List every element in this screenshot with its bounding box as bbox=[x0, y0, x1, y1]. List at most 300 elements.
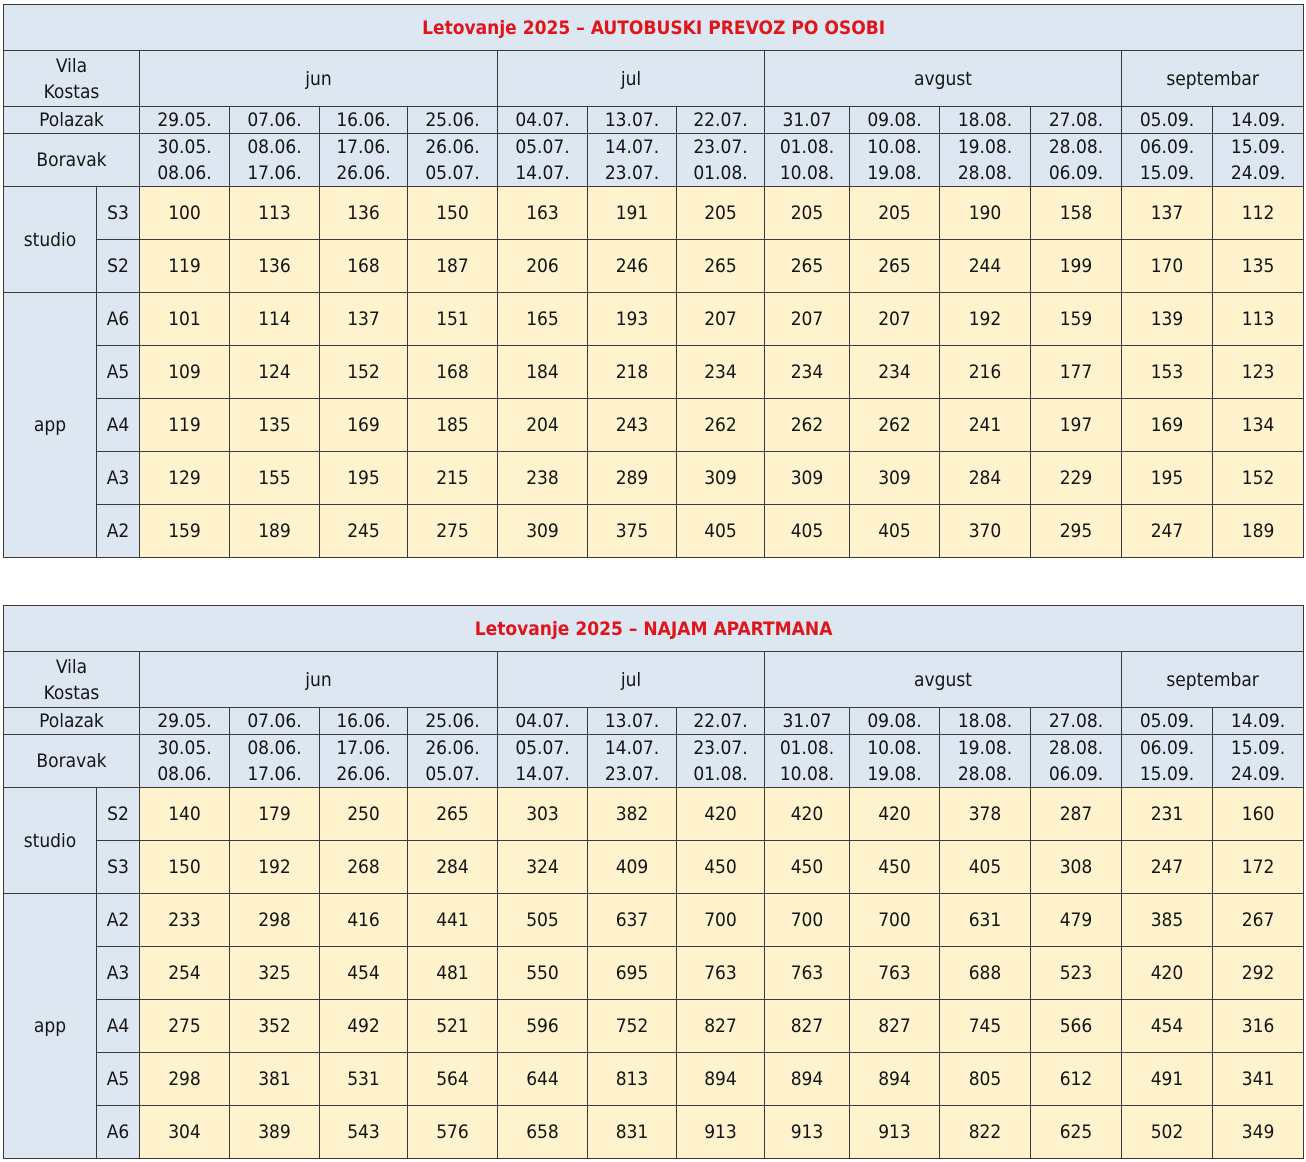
price-cell: 389 bbox=[230, 1106, 320, 1159]
price-cell: 160 bbox=[1213, 788, 1304, 841]
price-cell: 159 bbox=[1031, 293, 1122, 346]
stay-date: 17.06. bbox=[336, 737, 391, 759]
price-cell: 189 bbox=[1213, 505, 1304, 558]
stay-date: 01.08. bbox=[779, 136, 835, 158]
departure-date: 16.06. bbox=[320, 708, 408, 735]
table-row bbox=[4, 452, 1304, 505]
stay-period bbox=[498, 134, 588, 187]
price-cell: 205 bbox=[850, 187, 940, 240]
departure-date: 13.07. bbox=[588, 107, 677, 134]
departure-date: 31.07 bbox=[765, 107, 850, 134]
price-cell: 284 bbox=[408, 841, 498, 894]
table-row bbox=[4, 1053, 1304, 1106]
price-cell: 450 bbox=[677, 841, 765, 894]
price-cell: 420 bbox=[850, 788, 940, 841]
price-cell: 658 bbox=[498, 1106, 588, 1159]
price-cell: 268 bbox=[320, 841, 408, 894]
price-cell: 152 bbox=[320, 346, 408, 399]
departure-date: 29.05. bbox=[140, 708, 230, 735]
price-cell: 168 bbox=[408, 346, 498, 399]
price-cell: 492 bbox=[320, 1000, 408, 1053]
stay-period bbox=[1213, 134, 1304, 187]
departure-date: 31.07 bbox=[765, 708, 850, 735]
boravak-label: Boravak bbox=[4, 134, 140, 187]
stay-period bbox=[320, 735, 408, 788]
price-cell: 151 bbox=[408, 293, 498, 346]
stay-period bbox=[850, 134, 940, 187]
unit-code: A4 bbox=[97, 399, 140, 452]
departure-date: 16.06. bbox=[320, 107, 408, 134]
price-cell: 246 bbox=[588, 240, 677, 293]
price-cell: 298 bbox=[140, 1053, 230, 1106]
stay-date: 10.08. bbox=[779, 763, 835, 785]
price-cell: 165 bbox=[498, 293, 588, 346]
price-cell: 700 bbox=[850, 894, 940, 947]
price-cell: 805 bbox=[940, 1053, 1031, 1106]
price-cell: 382 bbox=[588, 788, 677, 841]
price-cell: 229 bbox=[1031, 452, 1122, 505]
stay-period bbox=[940, 134, 1031, 187]
price-cell: 292 bbox=[1213, 947, 1304, 1000]
price-cell: 913 bbox=[677, 1106, 765, 1159]
price-cell: 267 bbox=[1213, 894, 1304, 947]
table-row bbox=[4, 1106, 1304, 1159]
departure-date: 25.06. bbox=[408, 107, 498, 134]
departure-date: 09.08. bbox=[850, 708, 940, 735]
stay-date: 08.06. bbox=[247, 136, 302, 158]
price-cell: 129 bbox=[140, 452, 230, 505]
departure-date: 14.09. bbox=[1213, 708, 1304, 735]
stay-period bbox=[588, 735, 677, 788]
stay-date: 24.09. bbox=[1230, 763, 1286, 785]
price-cell: 378 bbox=[940, 788, 1031, 841]
price-cell: 204 bbox=[498, 399, 588, 452]
price-cell: 763 bbox=[765, 947, 850, 1000]
price-cell: 179 bbox=[230, 788, 320, 841]
hotel-name-line: Vila bbox=[55, 54, 88, 77]
price-cell: 152 bbox=[1213, 452, 1304, 505]
price-cell: 822 bbox=[940, 1106, 1031, 1159]
price-cell: 275 bbox=[408, 505, 498, 558]
price-cell: 289 bbox=[588, 452, 677, 505]
table-title: Letovanje 2025 – NAJAM APARTMANA bbox=[4, 606, 1304, 652]
price-cell: 205 bbox=[677, 187, 765, 240]
price-cell: 625 bbox=[1031, 1106, 1122, 1159]
price-cell: 205 bbox=[765, 187, 850, 240]
price-cell: 168 bbox=[320, 240, 408, 293]
price-cell: 700 bbox=[677, 894, 765, 947]
stay-date: 10.08. bbox=[867, 737, 922, 759]
stay-date: 28.08. bbox=[1048, 737, 1104, 759]
table-row bbox=[4, 947, 1304, 1000]
price-cell: 193 bbox=[588, 293, 677, 346]
price-cell: 481 bbox=[408, 947, 498, 1000]
stay-date: 14.07. bbox=[515, 162, 570, 184]
price-cell: 349 bbox=[1213, 1106, 1304, 1159]
price-cell: 231 bbox=[1122, 788, 1213, 841]
price-cell: 153 bbox=[1122, 346, 1213, 399]
departure-date: 14.09. bbox=[1213, 107, 1304, 134]
stay-date: 08.06. bbox=[247, 737, 302, 759]
price-cell: 381 bbox=[230, 1053, 320, 1106]
stay-date: 01.08. bbox=[779, 737, 835, 759]
price-cell: 216 bbox=[940, 346, 1031, 399]
price-cell: 265 bbox=[677, 240, 765, 293]
departure-date: 25.06. bbox=[408, 708, 498, 735]
price-cell: 135 bbox=[1213, 240, 1304, 293]
stay-date: 14.07. bbox=[515, 763, 570, 785]
stay-date: 15.09. bbox=[1230, 737, 1286, 759]
price-cell: 199 bbox=[1031, 240, 1122, 293]
price-cell: 170 bbox=[1122, 240, 1213, 293]
price-cell: 479 bbox=[1031, 894, 1122, 947]
month-header: jul bbox=[498, 51, 765, 107]
room-type-label: studio bbox=[4, 788, 97, 894]
price-cell: 450 bbox=[850, 841, 940, 894]
table-row bbox=[4, 505, 1304, 558]
price-cell: 894 bbox=[850, 1053, 940, 1106]
price-cell: 894 bbox=[765, 1053, 850, 1106]
departure-date: 07.06. bbox=[230, 708, 320, 735]
price-cell: 207 bbox=[677, 293, 765, 346]
price-cell: 309 bbox=[677, 452, 765, 505]
stay-period bbox=[1122, 134, 1213, 187]
stay-period bbox=[140, 134, 230, 187]
stay-date: 05.07. bbox=[425, 763, 480, 785]
price-cell: 831 bbox=[588, 1106, 677, 1159]
stay-date: 28.08. bbox=[957, 162, 1013, 184]
price-cell: 159 bbox=[140, 505, 230, 558]
hotel-name-line: Vila bbox=[55, 655, 88, 678]
stay-period bbox=[677, 134, 765, 187]
stay-date: 06.09. bbox=[1048, 763, 1104, 785]
price-cell: 265 bbox=[408, 788, 498, 841]
stay-date: 15.09. bbox=[1139, 763, 1195, 785]
departure-date: 07.06. bbox=[230, 107, 320, 134]
stay-date: 30.05. bbox=[157, 136, 212, 158]
room-type-label: app bbox=[4, 894, 97, 1159]
price-cell: 191 bbox=[588, 187, 677, 240]
price-cell: 644 bbox=[498, 1053, 588, 1106]
table-row bbox=[4, 841, 1304, 894]
price-cell: 262 bbox=[677, 399, 765, 452]
price-cell: 137 bbox=[320, 293, 408, 346]
price-cell: 564 bbox=[408, 1053, 498, 1106]
stay-date: 26.06. bbox=[336, 763, 391, 785]
price-cell: 521 bbox=[408, 1000, 498, 1053]
price-cell: 207 bbox=[765, 293, 850, 346]
price-cell: 370 bbox=[940, 505, 1031, 558]
price-cell: 275 bbox=[140, 1000, 230, 1053]
price-cell: 155 bbox=[230, 452, 320, 505]
month-header: avgust bbox=[765, 51, 1122, 107]
stay-period bbox=[1213, 735, 1304, 788]
price-cell: 124 bbox=[230, 346, 320, 399]
price-cell: 218 bbox=[588, 346, 677, 399]
polazak-label: Polazak bbox=[4, 107, 140, 134]
price-cell: 631 bbox=[940, 894, 1031, 947]
price-cell: 150 bbox=[408, 187, 498, 240]
price-cell: 287 bbox=[1031, 788, 1122, 841]
stay-date: 30.05. bbox=[157, 737, 212, 759]
price-cell: 316 bbox=[1213, 1000, 1304, 1053]
departure-date: 05.09. bbox=[1122, 708, 1213, 735]
departure-date: 22.07. bbox=[677, 107, 765, 134]
stay-date: 28.08. bbox=[1048, 136, 1104, 158]
unit-code: A4 bbox=[97, 1000, 140, 1053]
stay-date: 17.06. bbox=[247, 162, 302, 184]
price-cell: 502 bbox=[1122, 1106, 1213, 1159]
price-cell: 262 bbox=[850, 399, 940, 452]
price-cell: 341 bbox=[1213, 1053, 1304, 1106]
stay-date: 19.08. bbox=[867, 763, 922, 785]
hotel-name bbox=[4, 652, 140, 708]
polazak-label: Polazak bbox=[4, 708, 140, 735]
price-cell: 190 bbox=[940, 187, 1031, 240]
stay-date: 19.08. bbox=[957, 136, 1013, 158]
stay-date: 10.08. bbox=[779, 162, 835, 184]
departure-date: 22.07. bbox=[677, 708, 765, 735]
price-cell: 189 bbox=[230, 505, 320, 558]
table-row bbox=[4, 293, 1304, 346]
stay-period bbox=[588, 134, 677, 187]
stay-period bbox=[765, 735, 850, 788]
price-cell: 172 bbox=[1213, 841, 1304, 894]
stay-period bbox=[140, 735, 230, 788]
price-cell: 243 bbox=[588, 399, 677, 452]
departure-date: 05.09. bbox=[1122, 107, 1213, 134]
price-cell: 177 bbox=[1031, 346, 1122, 399]
price-cell: 304 bbox=[140, 1106, 230, 1159]
stay-date: 06.09. bbox=[1139, 737, 1195, 759]
departure-date: 27.08. bbox=[1031, 708, 1122, 735]
stay-period bbox=[408, 735, 498, 788]
stay-date: 14.07. bbox=[604, 136, 660, 158]
price-cell: 612 bbox=[1031, 1053, 1122, 1106]
price-cell: 543 bbox=[320, 1106, 408, 1159]
price-cell: 827 bbox=[850, 1000, 940, 1053]
stay-date: 10.08. bbox=[867, 136, 922, 158]
stay-date: 23.07. bbox=[693, 136, 748, 158]
price-cell: 244 bbox=[940, 240, 1031, 293]
stay-date: 26.06. bbox=[336, 162, 391, 184]
room-type-label: studio bbox=[4, 187, 97, 293]
price-cell: 265 bbox=[850, 240, 940, 293]
price-cell: 215 bbox=[408, 452, 498, 505]
price-cell: 375 bbox=[588, 505, 677, 558]
stay-date: 17.06. bbox=[247, 763, 302, 785]
price-cell: 913 bbox=[765, 1106, 850, 1159]
unit-code: A5 bbox=[97, 1053, 140, 1106]
price-cell: 100 bbox=[140, 187, 230, 240]
month-header: avgust bbox=[765, 652, 1122, 708]
price-cell: 827 bbox=[765, 1000, 850, 1053]
price-cell: 827 bbox=[677, 1000, 765, 1053]
hotel-name-line: Kostas bbox=[43, 80, 100, 103]
stay-period bbox=[1031, 134, 1122, 187]
unit-code: A2 bbox=[97, 505, 140, 558]
price-cell: 596 bbox=[498, 1000, 588, 1053]
price-cell: 136 bbox=[230, 240, 320, 293]
price-cell: 134 bbox=[1213, 399, 1304, 452]
stay-period bbox=[1122, 735, 1213, 788]
month-header: jun bbox=[140, 652, 498, 708]
price-cell: 695 bbox=[588, 947, 677, 1000]
price-cell: 763 bbox=[850, 947, 940, 1000]
table-title: Letovanje 2025 – AUTOBUSKI PREVOZ PO OSOBI bbox=[4, 5, 1304, 51]
price-cell: 234 bbox=[677, 346, 765, 399]
price-cell: 894 bbox=[677, 1053, 765, 1106]
month-header: jul bbox=[498, 652, 765, 708]
unit-code: A2 bbox=[97, 894, 140, 947]
price-cell: 158 bbox=[1031, 187, 1122, 240]
unit-code: S3 bbox=[97, 841, 140, 894]
price-cell: 284 bbox=[940, 452, 1031, 505]
price-cell: 550 bbox=[498, 947, 588, 1000]
table-row bbox=[4, 187, 1304, 240]
price-cell: 233 bbox=[140, 894, 230, 947]
price-cell: 185 bbox=[408, 399, 498, 452]
stay-date: 23.07. bbox=[604, 763, 660, 785]
price-cell: 135 bbox=[230, 399, 320, 452]
price-cell: 234 bbox=[850, 346, 940, 399]
departure-date: 18.08. bbox=[940, 708, 1031, 735]
departure-date: 13.07. bbox=[588, 708, 677, 735]
room-type-label: app bbox=[4, 293, 97, 558]
price-cell: 309 bbox=[850, 452, 940, 505]
price-cell: 241 bbox=[940, 399, 1031, 452]
price-cell: 192 bbox=[230, 841, 320, 894]
table-row bbox=[4, 1000, 1304, 1053]
price-cell: 420 bbox=[1122, 947, 1213, 1000]
month-header: jun bbox=[140, 51, 498, 107]
departure-date: 29.05. bbox=[140, 107, 230, 134]
price-cell: 197 bbox=[1031, 399, 1122, 452]
unit-code: A3 bbox=[97, 947, 140, 1000]
unit-code: A3 bbox=[97, 452, 140, 505]
price-cell: 169 bbox=[320, 399, 408, 452]
price-cell: 405 bbox=[765, 505, 850, 558]
price-cell: 324 bbox=[498, 841, 588, 894]
price-cell: 139 bbox=[1122, 293, 1213, 346]
price-cell: 688 bbox=[940, 947, 1031, 1000]
stay-period bbox=[940, 735, 1031, 788]
table-row bbox=[4, 894, 1304, 947]
departure-date: 04.07. bbox=[498, 107, 588, 134]
stay-date: 26.06. bbox=[425, 136, 480, 158]
stay-period bbox=[765, 134, 850, 187]
price-cell: 247 bbox=[1122, 841, 1213, 894]
price-cell: 234 bbox=[765, 346, 850, 399]
price-cell: 409 bbox=[588, 841, 677, 894]
stay-date: 06.09. bbox=[1048, 162, 1104, 184]
hotel-name bbox=[4, 51, 140, 107]
table-row bbox=[4, 788, 1304, 841]
price-cell: 454 bbox=[1122, 1000, 1213, 1053]
price-cell: 195 bbox=[1122, 452, 1213, 505]
price-cell: 352 bbox=[230, 1000, 320, 1053]
price-cell: 136 bbox=[320, 187, 408, 240]
unit-code: A6 bbox=[97, 1106, 140, 1159]
price-cell: 450 bbox=[765, 841, 850, 894]
price-cell: 405 bbox=[850, 505, 940, 558]
price-cell: 295 bbox=[1031, 505, 1122, 558]
price-cell: 109 bbox=[140, 346, 230, 399]
stay-date: 01.08. bbox=[693, 162, 748, 184]
price-cell: 309 bbox=[765, 452, 850, 505]
stay-period bbox=[230, 134, 320, 187]
price-cell: 813 bbox=[588, 1053, 677, 1106]
price-cell: 245 bbox=[320, 505, 408, 558]
price-cell: 505 bbox=[498, 894, 588, 947]
price-cell: 303 bbox=[498, 788, 588, 841]
stay-date: 08.06. bbox=[157, 763, 212, 785]
stay-period bbox=[850, 735, 940, 788]
unit-code: A5 bbox=[97, 346, 140, 399]
price-cell: 298 bbox=[230, 894, 320, 947]
price-cell: 523 bbox=[1031, 947, 1122, 1000]
unit-code: S2 bbox=[97, 240, 140, 293]
price-cell: 187 bbox=[408, 240, 498, 293]
unit-code: S3 bbox=[97, 187, 140, 240]
price-cell: 308 bbox=[1031, 841, 1122, 894]
price-cell: 752 bbox=[588, 1000, 677, 1053]
price-cell: 150 bbox=[140, 841, 230, 894]
departure-date: 18.08. bbox=[940, 107, 1031, 134]
stay-period bbox=[677, 735, 765, 788]
stay-date: 14.07. bbox=[604, 737, 660, 759]
stay-date: 26.06. bbox=[425, 737, 480, 759]
price-table-transport bbox=[3, 4, 1304, 558]
stay-date: 15.09. bbox=[1139, 162, 1195, 184]
stay-date: 17.06. bbox=[336, 136, 391, 158]
stay-date: 05.07. bbox=[515, 737, 570, 759]
stay-date: 28.08. bbox=[957, 763, 1013, 785]
stay-date: 06.09. bbox=[1139, 136, 1195, 158]
price-cell: 265 bbox=[765, 240, 850, 293]
stay-date: 05.07. bbox=[425, 162, 480, 184]
price-cell: 247 bbox=[1122, 505, 1213, 558]
price-cell: 416 bbox=[320, 894, 408, 947]
price-cell: 207 bbox=[850, 293, 940, 346]
price-cell: 325 bbox=[230, 947, 320, 1000]
departure-date: 04.07. bbox=[498, 708, 588, 735]
price-cell: 113 bbox=[230, 187, 320, 240]
price-cell: 405 bbox=[940, 841, 1031, 894]
price-cell: 420 bbox=[677, 788, 765, 841]
price-cell: 137 bbox=[1122, 187, 1213, 240]
price-cell: 913 bbox=[850, 1106, 940, 1159]
price-cell: 385 bbox=[1122, 894, 1213, 947]
stay-date: 23.07. bbox=[604, 162, 660, 184]
price-cell: 420 bbox=[765, 788, 850, 841]
departure-date: 27.08. bbox=[1031, 107, 1122, 134]
price-cell: 745 bbox=[940, 1000, 1031, 1053]
hotel-name-line: Kostas bbox=[43, 681, 100, 704]
price-cell: 184 bbox=[498, 346, 588, 399]
price-cell: 576 bbox=[408, 1106, 498, 1159]
price-cell: 441 bbox=[408, 894, 498, 947]
price-cell: 763 bbox=[677, 947, 765, 1000]
price-cell: 238 bbox=[498, 452, 588, 505]
price-cell: 206 bbox=[498, 240, 588, 293]
boravak-label: Boravak bbox=[4, 735, 140, 788]
unit-code: A6 bbox=[97, 293, 140, 346]
price-cell: 112 bbox=[1213, 187, 1304, 240]
price-cell: 169 bbox=[1122, 399, 1213, 452]
stay-date: 19.08. bbox=[957, 737, 1013, 759]
price-cell: 637 bbox=[588, 894, 677, 947]
